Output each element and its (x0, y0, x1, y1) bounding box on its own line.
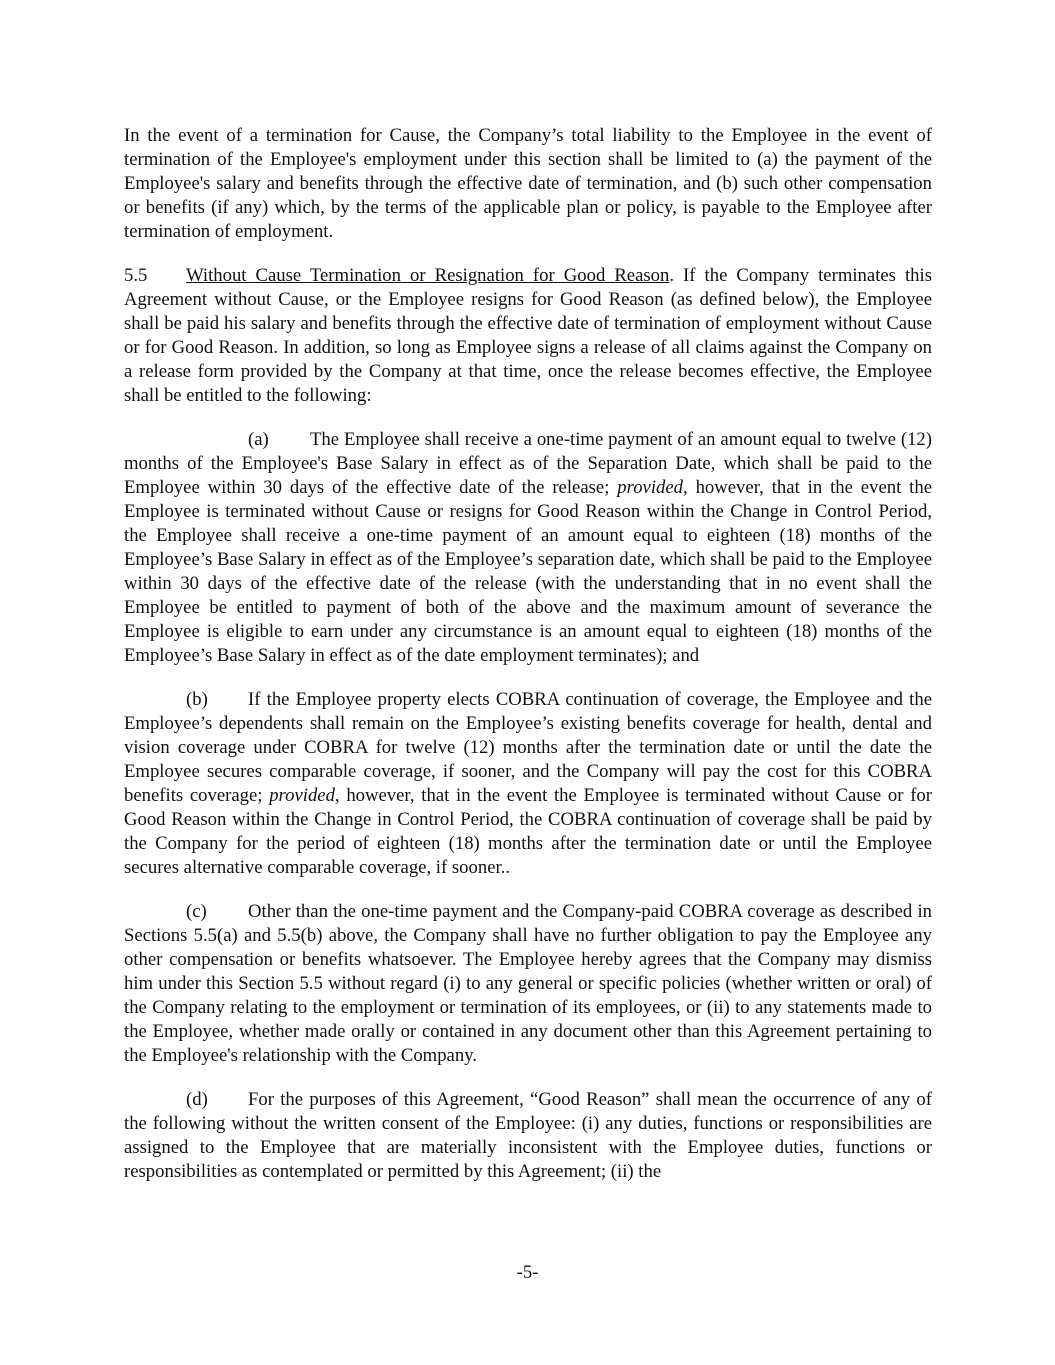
clause-provided: provided, (269, 785, 340, 806)
section-heading: Without Cause Termination or Resignation for Good Reason (186, 265, 670, 286)
clause-text-part1: The Employee shall receive a one-time payment of an amount equal to twelve (12) months of the Employee's Base Salary in effect as of the Separation Date, which shall be paid to the Employee within 30 days of the effective date of the release; (124, 429, 932, 498)
paragraph-termination-for-cause (124, 124, 932, 244)
clause-marker: (a) (248, 429, 269, 450)
paragraph-text: In the event of a termination for Cause, the Company’s total liability to the Employee in the event of termination of the Employee's employment under this section shall be limited to (a) the payment of the Employee's salary and benefits through the effective date of termination, and (b) such other compensation or benefits (if any) which, by the terms of the applicable plan or policy, is payable to the Employee after termination of employment. (124, 125, 932, 242)
clause-d (124, 1088, 932, 1184)
clause-provided: provided, (617, 477, 688, 498)
section-body: . If the Company terminates this Agreement without Cause, or the Employee resigns for Good Reason (as defined below), the Employee shall be paid his salary and benefits through the effective date of termination of employment without Cause or for Good Reason. In addition, so long as Employee signs a release of all claims against the Company on a release form provided by the Company at that time, once the release becomes effective, the Employee shall be entitled to the following: (124, 265, 932, 406)
clause-marker: (d) (186, 1089, 208, 1110)
clause-text-part2: however, that in the event the Employee is terminated without Cause or for Good Reason within the Change in Control Period, the COBRA continuation of coverage shall be paid by the Company for the period of eighteen (18) months after the termination date or until the Employee secures alternative comparable coverage, if sooner.. (124, 785, 933, 878)
clause-a (124, 428, 932, 668)
clause-text-part1: If the Employee property elects COBRA continuation of coverage, the Employee and the Employee’s dependents shall remain on the Employee’s existing benefits coverage for health, dental and vision coverage under COBRA for twelve (12) months after the termination date or until the date the Employee secures comparable coverage, if sooner, and the Company will pay the cost for this COBRA benefits coverage; (124, 689, 932, 806)
clause-text: For the purposes of this Agreement, “Good Reason” shall mean the occurrence of any of the following without the written consent of the Employee: (i) any duties, functions or responsibilities are assigned to the Employee that are materially inconsistent with the Employee duties, functions or responsibilities as contemplated or permitted by this Agreement; (ii) the (124, 1089, 932, 1182)
document-page (124, 124, 932, 1204)
page-number: -5- (516, 1262, 539, 1283)
clause-text: Other than the one-time payment and the Company-paid COBRA coverage as described in Sections 5.5(a) and 5.5(b) above, the Company shall have no further obligation to pay the Employee any other compensation or benefits whatsoever. The Employee hereby agrees that the Company may dismiss him under this Section 5.5 without regard (i) to any general or specific policies (whether written or oral) of the Company relating to the employment or termination of its employees, or (ii) to any statements made to the Employee, whether made orally or contained in any document other than this Agreement pertaining to the Employee's relationship with the Company. (124, 901, 932, 1066)
section-number: 5.5 (124, 265, 148, 286)
clause-b (124, 688, 932, 880)
clause-marker: (b) (186, 689, 208, 710)
clause-marker: (c) (186, 901, 207, 922)
section-5-5 (124, 264, 932, 408)
clause-text-part2: however, that in the event the Employee is terminated without Cause or resigns for Good Reason within the Change in Control Period, the Employee shall receive a one-time payment of an amount equal to eighteen (18) months of the Employee’s Base Salary in effect as of the Employee’s separation date, which shall be paid to the Employee within 30 days of the effective date of the release (with the understanding that in no event shall the Employee be entitled to payment of both of the above and the maximum amount of severance the Employee is eligible to earn under any circumstance is an amount equal to eighteen (18) months of the Employee’s Base Salary in effect as of the date employment terminates); and (124, 477, 932, 666)
clause-c (124, 900, 932, 1068)
